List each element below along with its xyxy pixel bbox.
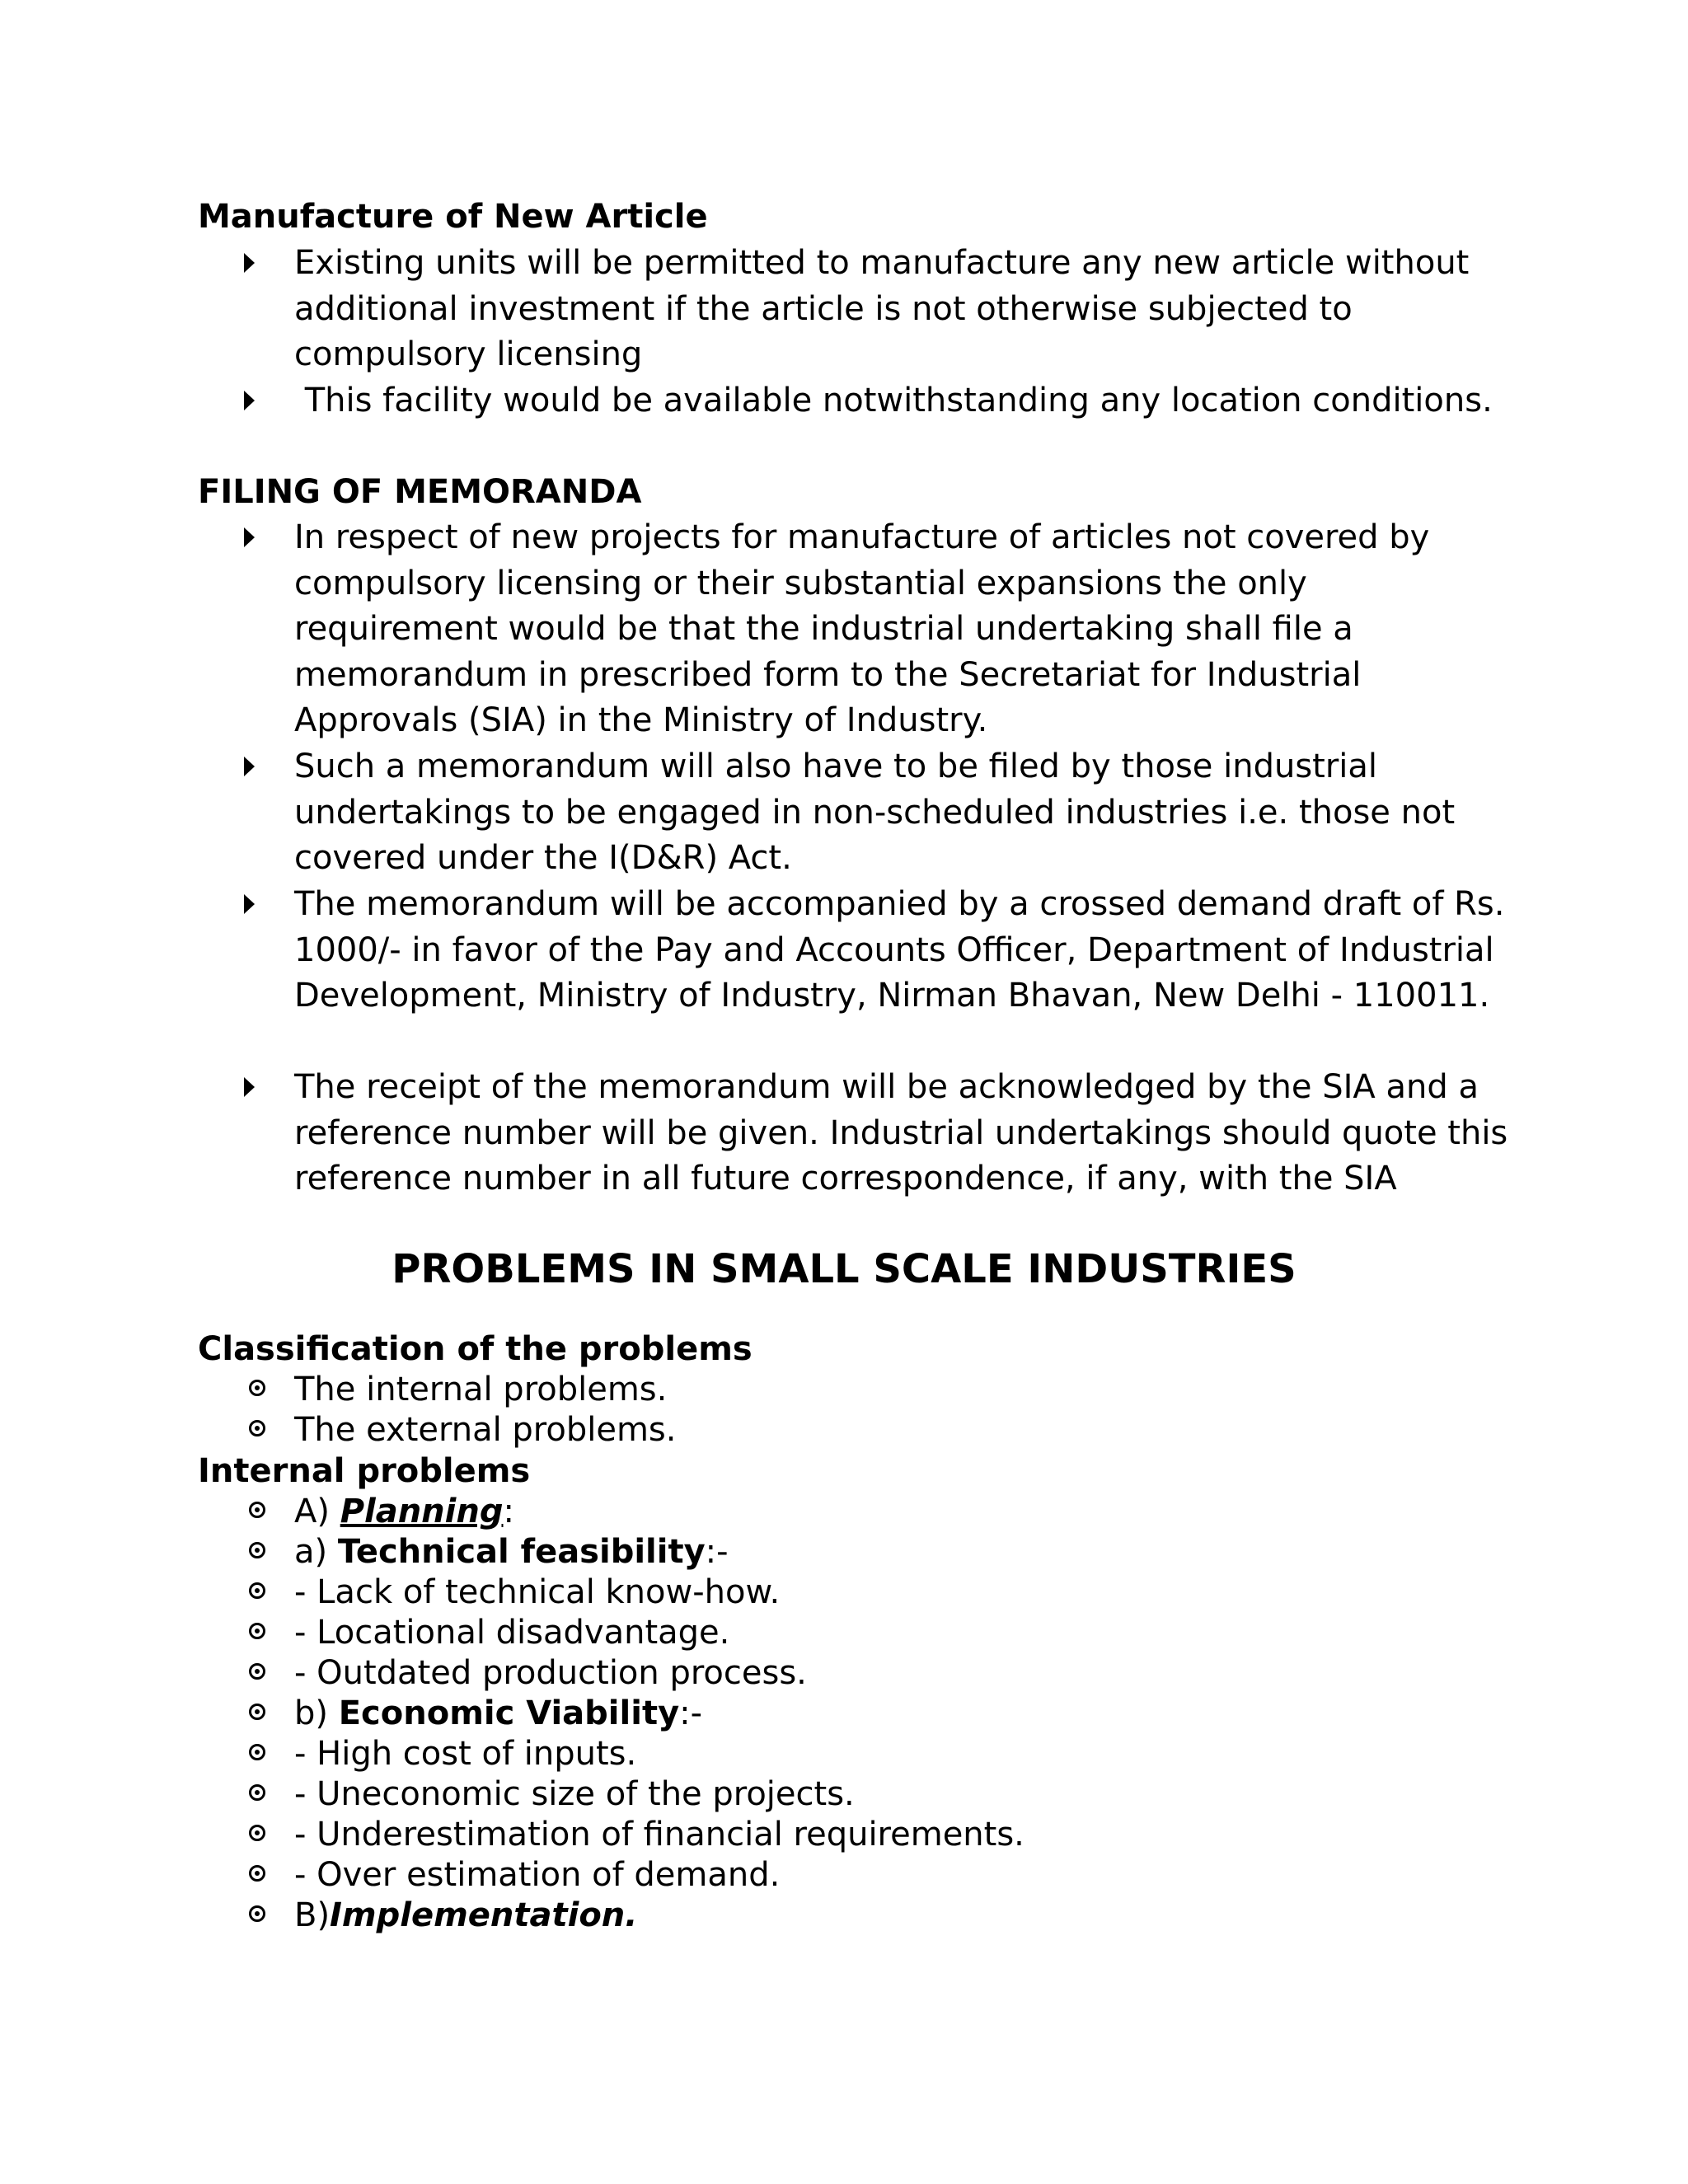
- list-item-text: - Over estimation of demand.: [294, 1856, 781, 1894]
- list-item: [198, 1815, 1434, 1855]
- list-item: [198, 241, 1517, 378]
- list-item: [198, 1532, 1434, 1572]
- list-item: [198, 1370, 1434, 1410]
- page-title: PROBLEMS IN SMALL SCALE INDUSTRIES: [392, 1246, 1296, 1292]
- list-item-text: - Uneconomic size of the projects.: [294, 1775, 855, 1813]
- list-item-text: - Lack of technical know-how.: [294, 1573, 781, 1611]
- circle-bullet-icon: [249, 1663, 265, 1680]
- triangle-bullet-icon: [244, 391, 255, 410]
- circle-bullet-icon: [249, 1704, 265, 1720]
- list-item-text: This facility would be available notwithstanding any location conditions.: [294, 382, 1493, 419]
- list-item: [198, 1492, 1434, 1532]
- list-item: [198, 1410, 1434, 1451]
- list-item: [198, 1653, 1434, 1694]
- triangle-bullet-icon: [244, 253, 255, 273]
- list-item: [198, 1855, 1434, 1896]
- list-item-text: [294, 1492, 514, 1532]
- list-item-text: [294, 1532, 729, 1572]
- circle-bullet-icon: [249, 1420, 265, 1436]
- item-suffix: :-: [679, 1694, 703, 1732]
- triangle-bullet-icon: [244, 757, 255, 776]
- triangle-bullet-icon: [244, 1077, 255, 1097]
- item-prefix: b): [294, 1694, 339, 1732]
- list-item-text: The receipt of the memorandum will be acknowledged by the SIA and a reference number will be given. Industrial undertakings should quote this reference number in all future correspondence, if any, with the SIA: [294, 1068, 1508, 1197]
- list-item: [198, 1774, 1434, 1815]
- heading-memoranda: FILING OF MEMORANDA: [198, 473, 642, 511]
- list-item-text: - High cost of inputs.: [294, 1735, 637, 1773]
- triangle-bullet-icon: [244, 527, 255, 547]
- item-suffix: :-: [705, 1533, 729, 1571]
- circle-bullet-icon: [249, 1784, 265, 1801]
- item-suffix: :: [503, 1493, 514, 1530]
- list-item-text: [294, 1896, 637, 1936]
- list-item: [198, 1572, 1434, 1613]
- list-item: [198, 1896, 1434, 1936]
- list-item-text: Existing units will be permitted to manufacture any new article without additional investment if the article is not otherwise subjected to compulsory licensing: [294, 244, 1470, 373]
- list-item-text: - Outdated production process.: [294, 1654, 807, 1692]
- list-item: [198, 1734, 1434, 1774]
- list-item-text: - Locational disadvantage.: [294, 1614, 730, 1652]
- list-item-text: In respect of new projects for manufacture of articles not covered by compulsory licensing or their substantial expansions the only requirement would be that the industrial undertaking shall file a memorandum in prescribed form to the Secretariat for Industrial Approvals (SIA) in the Ministry of Industry.: [294, 518, 1430, 739]
- list-item-text: [294, 1694, 702, 1734]
- list-item-text: The memorandum will be accompanied by a crossed demand draft of Rs. 1000/- in favor of the Pay and Accounts Officer, Department of Industrial Development, Ministry of Industry, Nirman Bhavan, New Delhi - 110011.: [294, 885, 1505, 1015]
- circle-bullet-icon: [249, 1380, 265, 1396]
- heading-manufacture: Manufacture of New Article: [198, 198, 708, 236]
- list-item: [198, 744, 1517, 882]
- circle-bullet-icon: [249, 1744, 265, 1760]
- list-item-text: - Underestimation of financial requirements.: [294, 1816, 1025, 1854]
- item-prefix: a): [294, 1533, 338, 1571]
- item-prefix: B): [294, 1896, 331, 1934]
- list-item-text: Such a memorandum will also have to be filed by those industrial undertakings to be engaged in non-scheduled industries i.e. those not covered under the I(D&R) Act.: [294, 748, 1456, 877]
- implementation-label: Implementation.: [330, 1896, 638, 1934]
- list-item: [198, 515, 1517, 744]
- circle-bullet-icon: [249, 1623, 265, 1639]
- circle-bullet-icon: [249, 1905, 265, 1922]
- circle-bullet-icon: [249, 1542, 265, 1558]
- circle-bullet-icon: [249, 1825, 265, 1841]
- list-item: [198, 1694, 1434, 1734]
- list-item: [198, 1613, 1434, 1653]
- technical-feasibility-label: Technical feasibility: [337, 1533, 706, 1571]
- heading-internal: Internal problems: [198, 1452, 531, 1490]
- heading-classification: Classification of the problems: [198, 1330, 753, 1368]
- list-item-text: The internal problems.: [294, 1371, 668, 1408]
- item-prefix: A): [294, 1493, 340, 1530]
- circle-bullet-icon: [249, 1865, 265, 1882]
- list-item: [198, 378, 1517, 470]
- list-item: [198, 1065, 1517, 1248]
- triangle-bullet-icon: [244, 894, 255, 914]
- circle-bullet-icon: [249, 1582, 265, 1599]
- list-item: [198, 882, 1517, 1065]
- list-item-text: The external problems.: [294, 1411, 677, 1449]
- circle-bullet-icon: [249, 1502, 265, 1518]
- planning-label: Planning: [340, 1493, 504, 1530]
- economic-viability-label: Economic Viability: [338, 1694, 680, 1732]
